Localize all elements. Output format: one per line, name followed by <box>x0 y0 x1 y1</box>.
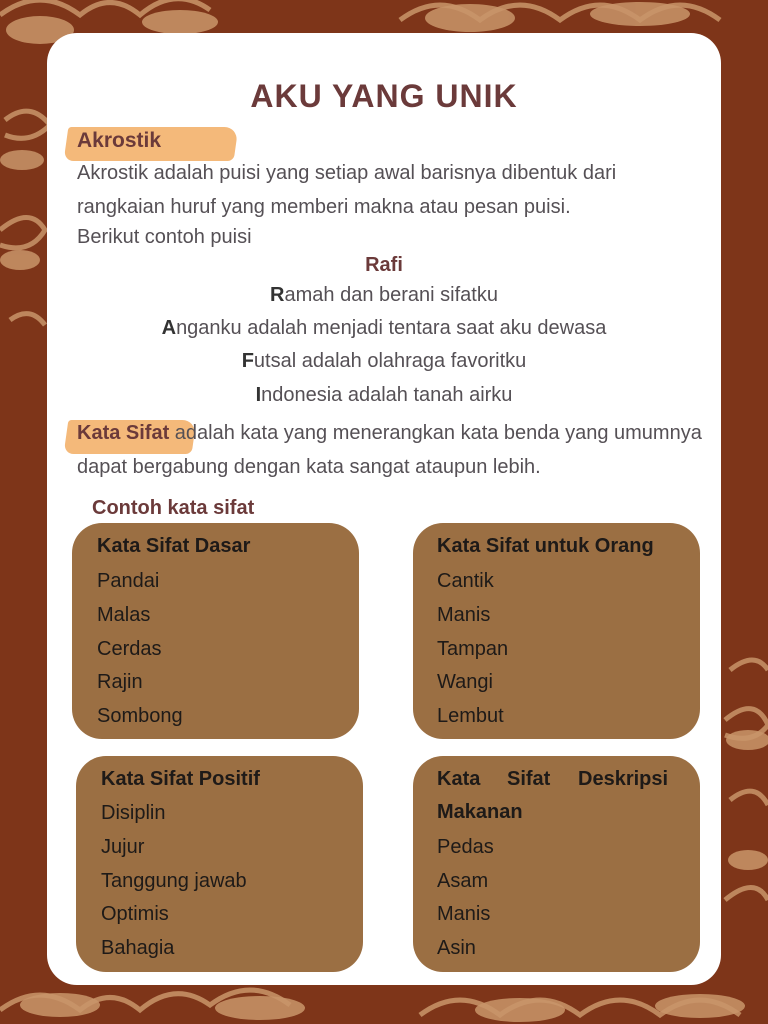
kata-sifat-line-2: dapat bergabung dengan kata sangat ataupun lebih. <box>77 456 541 478</box>
box-item: Manis <box>437 903 491 925</box>
box-item: Wangi <box>437 671 493 693</box>
poem-initial: R <box>270 284 285 306</box>
box-title: Kata Sifat Positif <box>101 768 260 790</box>
contoh-kata-sifat-label: Contoh kata sifat <box>92 497 255 519</box>
box-title-word: Kata <box>437 768 481 790</box>
box-item: Tanggung jawab <box>101 870 247 892</box>
poem-initial: I <box>255 384 262 406</box>
box-title-line-2: Makanan <box>437 801 523 823</box>
box-title-word: Deskripsi <box>578 768 669 790</box>
box-item: Asam <box>437 870 489 892</box>
poem-initial: A <box>161 317 177 339</box>
box-item: Manis <box>437 604 491 626</box>
akrostik-label: Akrostik <box>77 129 162 152</box>
poem-line <box>0 317 768 340</box>
poem-line-text: utsal adalah olahraga favoritku <box>253 350 527 372</box>
akrostik-line-1: Akrostik adalah puisi yang setiap awal barisnya dibentuk dari <box>77 162 617 184</box>
box-item: Pedas <box>437 836 494 858</box>
box-item: Cerdas <box>97 638 162 660</box>
poem-title: Rafi <box>365 254 403 276</box>
poem-line <box>0 284 768 307</box>
akrostik-line-2: rangkaian huruf yang memberi makna atau pesan puisi. <box>77 196 571 218</box>
box-item: Bahagia <box>101 937 175 959</box>
box-item: Sombong <box>97 705 183 727</box>
box-item: Rajin <box>97 671 143 693</box>
box-item: Pandai <box>97 570 160 592</box>
poem-line <box>0 350 768 373</box>
kata-sifat-line-1 <box>77 417 702 449</box>
poem-line-text: ndonesia adalah tanah airku <box>261 384 513 406</box>
box-item: Disiplin <box>101 802 166 824</box>
kata-sifat-definition: adalah kata yang menerangkan kata benda yang umumnya <box>169 422 702 444</box>
box-title: Kata Sifat Dasar <box>97 535 251 557</box>
poem-line <box>0 384 768 407</box>
akrostik-line-3: Berikut contoh puisi <box>77 226 252 248</box>
box-title-word: Sifat <box>507 768 551 790</box>
box-item: Tampan <box>437 638 509 660</box>
box-item: Malas <box>97 604 151 626</box>
box-item: Optimis <box>101 903 169 925</box>
poem-line-text: amah dan berani sifatku <box>284 284 498 306</box>
page-title: AKU YANG UNIK <box>250 78 518 114</box>
poem-initial: F <box>241 350 254 372</box>
box-title: Kata Sifat untuk Orang <box>437 535 654 557</box>
kata-sifat-label: Kata Sifat <box>77 422 170 444</box>
box-item: Cantik <box>437 570 494 592</box>
box-item: Lembut <box>437 705 504 727</box>
poem-line-text: nganku adalah menjadi tentara saat aku dewasa <box>176 317 607 339</box>
box-item: Asin <box>437 937 476 959</box>
box-item: Jujur <box>101 836 145 858</box>
